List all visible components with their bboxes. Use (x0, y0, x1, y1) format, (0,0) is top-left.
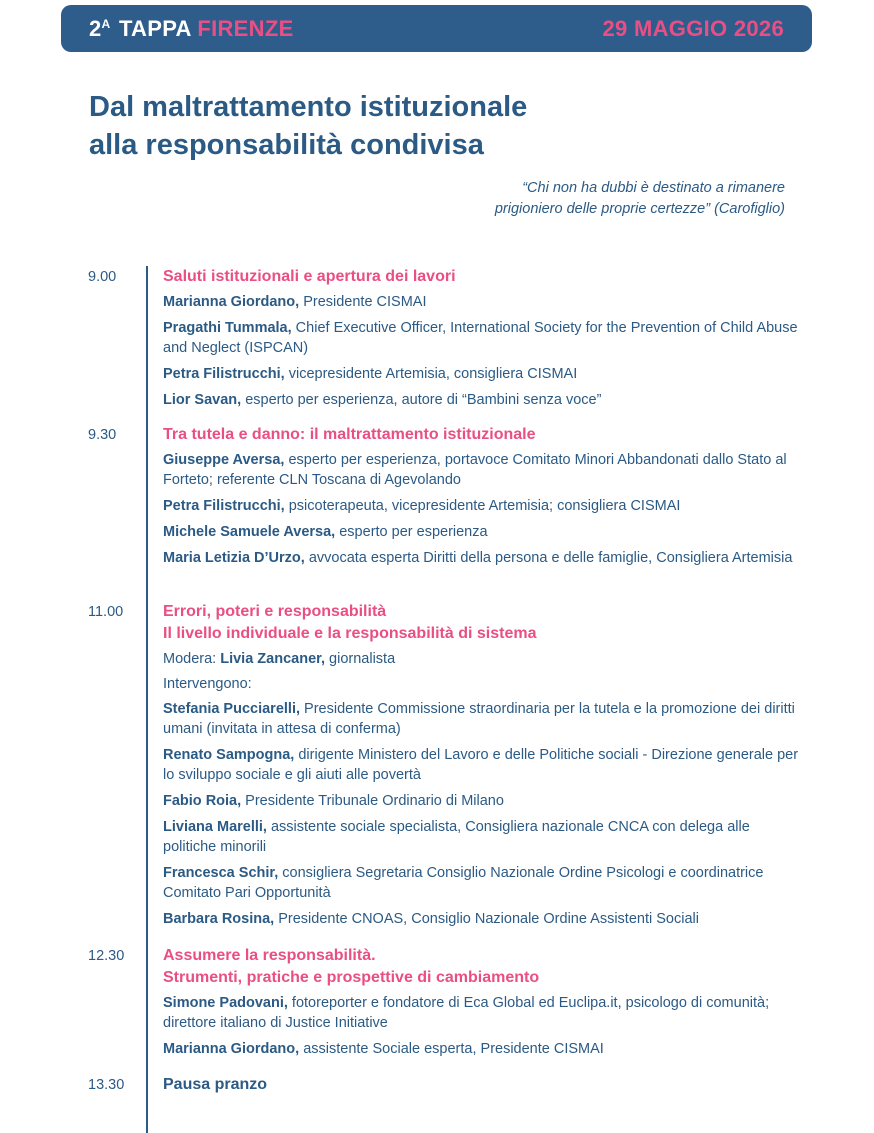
speaker-entry (163, 364, 803, 384)
speaker-role: Presidente Tribunale Ordinario di Milano (241, 793, 504, 809)
speaker-name: Stefania Pucciarelli, (163, 701, 301, 717)
stage-superscript: A (101, 16, 111, 31)
speaker-role: Presidente CNOAS, Consiglio Nazionale Ordine Assistenti Sociali (274, 911, 699, 927)
speaker-name: Giuseppe Aversa, (163, 452, 285, 468)
speaker-entry (163, 548, 803, 568)
epigraph-quote (365, 178, 785, 220)
speaker-entry (163, 522, 803, 542)
speaker-name: Lior Savan, (163, 392, 242, 408)
session-time: 9.30 (88, 427, 117, 443)
speaker-role: avvocata esperta Diritti della persona e delle famiglie, Consigliera Artemisia (304, 550, 793, 566)
quote-line-2: prigioniero delle proprie certezze” (Carofiglio) (494, 201, 785, 217)
speaker-name: Maria Letizia D’Urzo, (163, 550, 305, 566)
session-content (163, 601, 803, 935)
speaker-role: consigliera Segretaria Consiglio Nazionale Ordine Psicologi e coordinatrice Comitato Pari Opportunità (163, 865, 764, 901)
speaker-role: Chief Executive Officer, International Society for the Prevention of Child Abuse and Neglect (ISPCAN) (163, 320, 798, 356)
speaker-entry (163, 993, 803, 1033)
event-date: 29 MAGGIO 2026 (602, 15, 784, 41)
session-title: Saluti istituzionali e apertura dei lavori (163, 268, 456, 285)
speaker-entry (163, 292, 803, 312)
title-line-1: Dal maltrattamento istituzionale (89, 91, 528, 123)
session-time: 12.30 (88, 948, 125, 964)
moderator-role: giornalista (325, 651, 396, 667)
session-time: 11.00 (88, 604, 124, 620)
session-title-line-1: Errori, poteri e responsabilità (163, 603, 387, 620)
session-title-line-2: Strumenti, pratiche e prospettive di cambiamento (163, 969, 540, 986)
moderator-name: Livia Zancaner, (220, 651, 326, 667)
speaker-role: dirigente Ministero del Lavoro e delle Politiche sociali - Direzione generale per lo sviluppo sociale e gli aiuti alle povertà (163, 747, 799, 783)
speaker-role: esperto per esperienza (335, 524, 488, 540)
moderator-entry (163, 649, 803, 669)
session-content (163, 424, 803, 574)
title-line-2: alla responsabilità condivisa (89, 129, 484, 161)
session-title-line-1: Assumere la responsabilità. (163, 947, 376, 964)
stage-word: TAPPA (118, 15, 191, 41)
quote-line-1: “Chi non ha dubbi è destinato a rimanere (522, 180, 785, 196)
speaker-name: Fabio Roia, (163, 793, 242, 809)
session-content (163, 1074, 803, 1100)
session-title: Tra tutela e danno: il maltrattamento istituzionale (163, 426, 536, 443)
speaker-name: Renato Sampogna, (163, 747, 295, 763)
speaker-name: Liviana Marelli, (163, 819, 267, 835)
speaker-name: Francesca Schir, (163, 865, 279, 881)
speaker-role: assistente Sociale esperta, Presidente CISMAI (299, 1041, 604, 1057)
session-title (163, 945, 803, 989)
moderator-label: Modera: (163, 651, 221, 667)
speaker-entry (163, 1039, 803, 1059)
speakers-label: Intervengono: (163, 676, 252, 692)
speaker-role: fotoreporter e fondatore di Eca Global ed Euclipa.it, psicologo di comunità; direttore italiano di Justice Initiative (163, 995, 770, 1031)
speaker-entry (163, 791, 803, 811)
city-name: FIRENZE (197, 15, 294, 41)
speaker-entry (163, 745, 803, 785)
speaker-name: Petra Filistrucchi, (163, 498, 285, 514)
speaker-role: esperto per esperienza, autore di “Bambini senza voce” (241, 392, 602, 408)
speaker-role: Presidente Commissione straordinaria per la tutela e la promozione dei diritti umani (invitata in attesa di conferma) (163, 701, 795, 737)
speaker-entry (163, 496, 803, 516)
header-banner (61, 5, 812, 52)
speaker-name: Pragathi Tummala, (163, 320, 292, 336)
speaker-entry (163, 817, 803, 857)
speaker-name: Petra Filistrucchi, (163, 366, 285, 382)
session-content (163, 266, 803, 416)
speaker-name: Simone Padovani, (163, 995, 288, 1011)
speaker-entry (163, 699, 803, 739)
speaker-entry (163, 909, 803, 929)
session-title-line-2: Il livello individuale e la responsabilità di sistema (163, 625, 537, 642)
speaker-entry (163, 318, 803, 358)
session-time: 9.00 (88, 269, 117, 285)
speaker-role: psicoterapeuta, vicepresidente Artemisia; consigliera CISMAI (284, 498, 681, 514)
speaker-role: vicepresidente Artemisia, consigliera CISMAI (284, 366, 578, 382)
speaker-role: assistente sociale specialista, Consigliera nazionale CNCA con delega alle politiche minorili (163, 819, 750, 855)
stage-label (89, 16, 294, 42)
session-title: Pausa pranzo (163, 1076, 268, 1093)
session-time: 13.30 (88, 1077, 125, 1093)
timeline-divider (146, 266, 148, 1133)
speaker-entry (163, 450, 803, 490)
session-title (163, 601, 803, 645)
speaker-name: Marianna Giordano, (163, 1041, 300, 1057)
speaker-role: esperto per esperienza, portavoce Comitato Minori Abbandonati dallo Stato al Forteto; referente CLN Toscana di Agevolando (163, 452, 787, 488)
speaker-entry (163, 390, 803, 410)
speaker-name: Barbara Rosina, (163, 911, 275, 927)
speaker-name: Michele Samuele Aversa, (163, 524, 336, 540)
speaker-name: Marianna Giordano, (163, 294, 300, 310)
session-content (163, 945, 803, 1065)
speaker-role: Presidente CISMAI (299, 294, 427, 310)
stage-number: 2 (89, 15, 102, 41)
page-title (89, 88, 527, 164)
speaker-entry (163, 863, 803, 903)
